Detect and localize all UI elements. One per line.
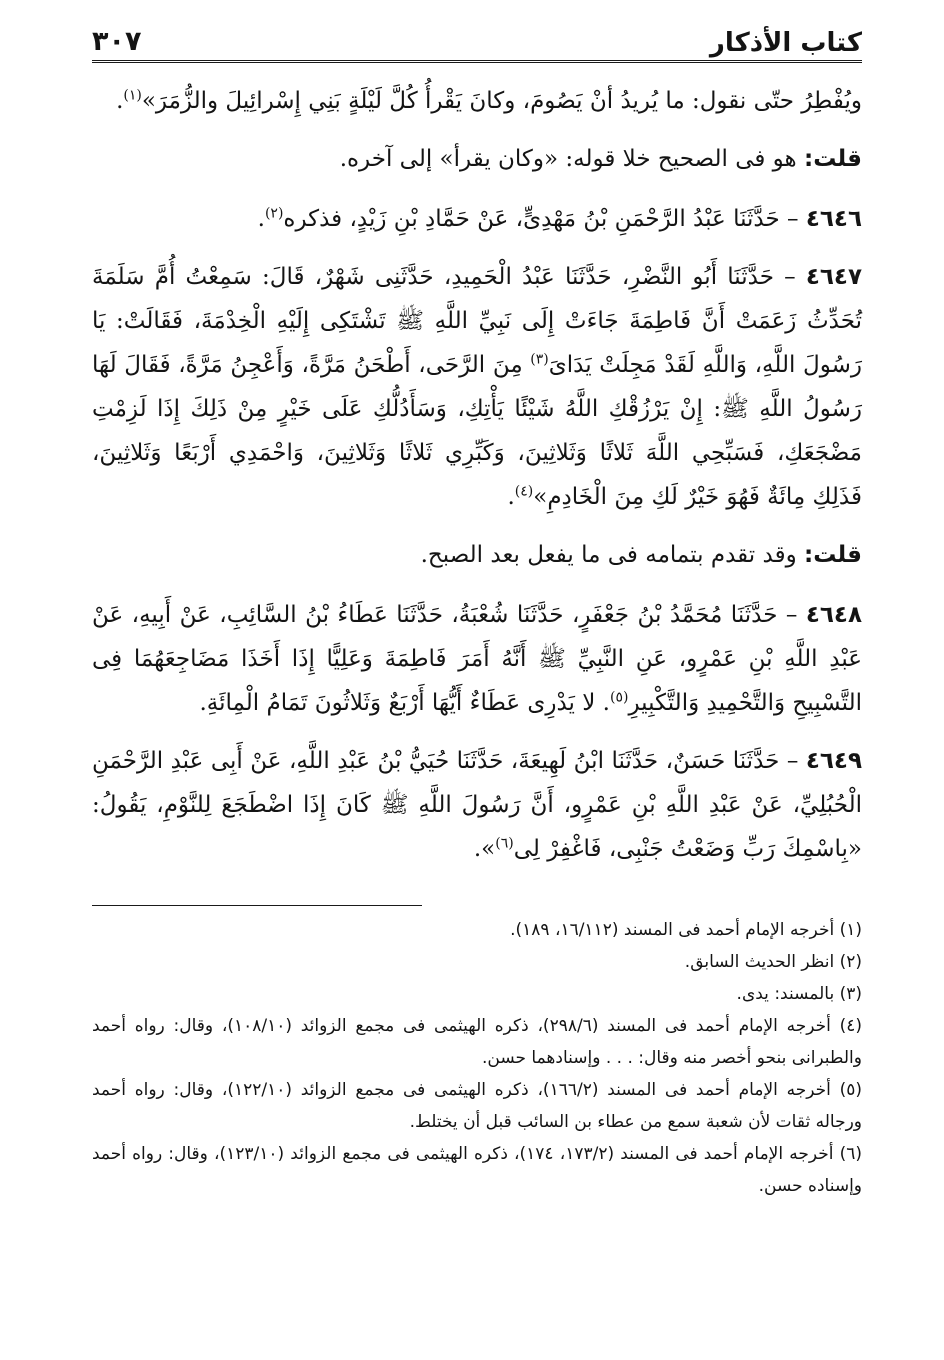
hadith-4646 <box>92 197 862 241</box>
hadith-4647 <box>92 255 862 519</box>
footnote-1: (١) أخرجه الإمام أحمد فى المسند (١٦/١١٢، ١٨٩). <box>510 920 862 940</box>
note-label: قلت: <box>804 146 862 172</box>
footnote-marker: (٥) <box>610 689 629 706</box>
hadith-number: ٤٦٤٧ <box>805 264 862 290</box>
hadith-number: ٤٦٤٦ <box>805 206 862 232</box>
hadith-text: – حَدَّثَنَا أَبُو النَّضْرِ، حَدَّثَنَا عَبْدُ الْحَمِيدِ، حَدَّثَنِى شَهْرٌ، قَالَ: سَمِعْتُ أُمَّ سَلَمَةَ تُحَدِّثُ زَعَمَتْ أَنَّ فَاطِمَةَ جَاءَتْ إِلَى نَبِيِّ اللَّهِ ﷺ تَشْتَكِى إِلَيْهِ الْخِدْمَةَ، فَقَالَتْ: يَا رَسُولَ اللَّهِ، وَاللَّهِ لَقَدْ مَجِلَتْ يَدَاىَ <box>92 264 862 378</box>
hadith-tail: . <box>507 484 515 510</box>
footnotes <box>92 914 862 1202</box>
hadith-text-continued: مِنَ الرَّحَى، أَطْحَنُ مَرَّةً، وَأَعْجِنُ مَرَّةً، فَقَالَ لَهَا رَسُولُ اللَّهِ ﷺ: إِنْ يَرْزُقْكِ اللَّهُ شَيْئًا يَأْتِكِ، وَسَأَدُلُّكِ عَلَى خَيْرٍ مِنْ ذَلِكَ إِذَا لَزِمْتِ مَضْجَعَكِ، فَسَبِّحِي اللَّهَ ثَلاثًا وَثَلاثِينَ، وَكَبِّرِي ثَلاثًا وَثَلاثِينَ، وَاحْمَدِي أَرْبَعًا وَثَلاثِينَ، فَذَلِكِ مِائَةٌ فَهُوَ خَيْرٌ لَكِ مِنَ الْخَادِمِ» <box>92 352 862 510</box>
main-text <box>92 79 862 871</box>
hadith-tail: . <box>257 206 265 232</box>
hadith-4648 <box>92 593 862 725</box>
page-number: ٣٠٧ <box>92 26 142 57</box>
editor-note <box>92 137 862 181</box>
hadith-text: – حَدَّثَنَا حَسَنٌ، حَدَّثَنَا ابْنُ لَهِيعَةَ، حَدَّثَنَا حُيَيُّ بْنُ عَبْدِ اللَّهِ، عَنْ أَبِى عَبْدِ الرَّحْمَنِ الْحُبُلِيِّ، عَنْ عَبْدِ اللَّهِ بْنِ عَمْرٍو، أَنَّ رَسُولَ اللَّهِ ﷺ كَانَ إِذَا اضْطَجَعَ لِلنَّوْمِ، يَقُولُ: «بِاسْمِكَ رَبِّ وَضَعْتُ جَنْبِى، فَاغْفِرْ لِى <box>92 748 862 862</box>
footnote-marker: (١) <box>123 87 142 104</box>
hadith-tail: ». <box>473 836 496 862</box>
footnote-marker: (٣) <box>530 351 549 368</box>
note-text: وقد تقدم بتمامه فى ما يفعل بعد الصبح. <box>420 542 797 568</box>
continued-hadith-paragraph <box>92 79 862 123</box>
footnote-marker: (٢) <box>264 205 284 222</box>
footnote-2: (٢) انظر الحديث السابق. <box>684 952 862 972</box>
footnote-divider <box>92 905 422 906</box>
hadith-number: ٤٦٤٨ <box>805 602 863 628</box>
book-title: كتاب الأذكار <box>709 28 862 58</box>
footnote-marker: (٤) <box>514 483 534 500</box>
running-header <box>92 22 862 63</box>
footnote-5: (٥) أخرجه الإمام أحمد فى المسند (١٦٦/٢)، ذكره الهيثمى فى مجمع الزوائد (١٢٢/١٠)، وقال: رواه أحمد ورجاله ثقات لأن شعبة سمع من عطاء بن السائب قبل أن يختلط. <box>92 1080 862 1132</box>
footnote-4: (٤) أخرجه الإمام أحمد فى المسند (٢٩٨/٦)، ذكره الهيثمى فى مجمع الزوائد (١٠٨/١٠)، وقال: رواه أحمد والطبرانى بنحو أخصر منه وقال: . . . وإسنادهما حسن. <box>92 1016 862 1068</box>
note-label: قلت: <box>804 542 862 568</box>
hadith-text: – حَدَّثَنَا مُحَمَّدُ بْنُ جَعْفَرٍ، حَدَّثَنَا شُعْبَةُ، حَدَّثَنَا عَطَاءُ بْنُ السَّائِبِ، عَنْ أَبِيهِ، عَنْ عَبْدِ اللَّهِ بْنِ عَمْرٍو، عَنِ النَّبِيِّ ﷺ أَنَّهُ أَمَرَ فَاطِمَةَ وَعَلِيًّا إِذَا أَخَذَا مَضَاجِعَهُمَا فِى التَّسْبِيحِ وَالتَّحْمِيدِ وَالتَّكْبِيرِ <box>92 602 862 716</box>
footnote-3: (٣) بالمسند: يدى. <box>736 984 862 1004</box>
editor-note <box>92 533 862 577</box>
paragraph-tail: . <box>116 88 124 114</box>
hadith-number: ٤٦٤٩ <box>805 748 862 774</box>
footnote-marker: (٦) <box>495 835 514 852</box>
hadith-text-continued: . لا يَدْرِى عَطَاءٌ أَيُّهَا أَرْبَعٌ وَثَلاثُونَ تَمَامُ الْمِائَةِ. <box>199 690 610 716</box>
hadith-4649 <box>92 739 862 871</box>
footnote-6: (٦) أخرجه الإمام أحمد فى المسند (١٧٣/٢، ١٧٤)، ذكره الهيثمى فى مجمع الزوائد (١٢٣/١٠)، وقال: رواه أحمد وإسناده حسن. <box>92 1144 863 1196</box>
paragraph-text: ويُفْطِرُ حتّى نقول: ما يُريدُ أنْ يَصُومَ، وكانَ يَقْرأُ كُلَّ لَيْلَةٍ بَنِي إِسْرائِيلَ والزُّمَرَ» <box>141 88 862 114</box>
book-page <box>92 22 862 1342</box>
hadith-text: – حَدَّثَنَا عَبْدُ الرَّحْمَنِ بْنُ مَهْدِىٍّ، عَنْ حَمَّادِ بْنِ زَيْدٍ، فذكره <box>283 206 799 232</box>
note-text: هو فى الصحيح خلا قوله: «وكان يقرأ» إلى آخره. <box>339 146 797 172</box>
